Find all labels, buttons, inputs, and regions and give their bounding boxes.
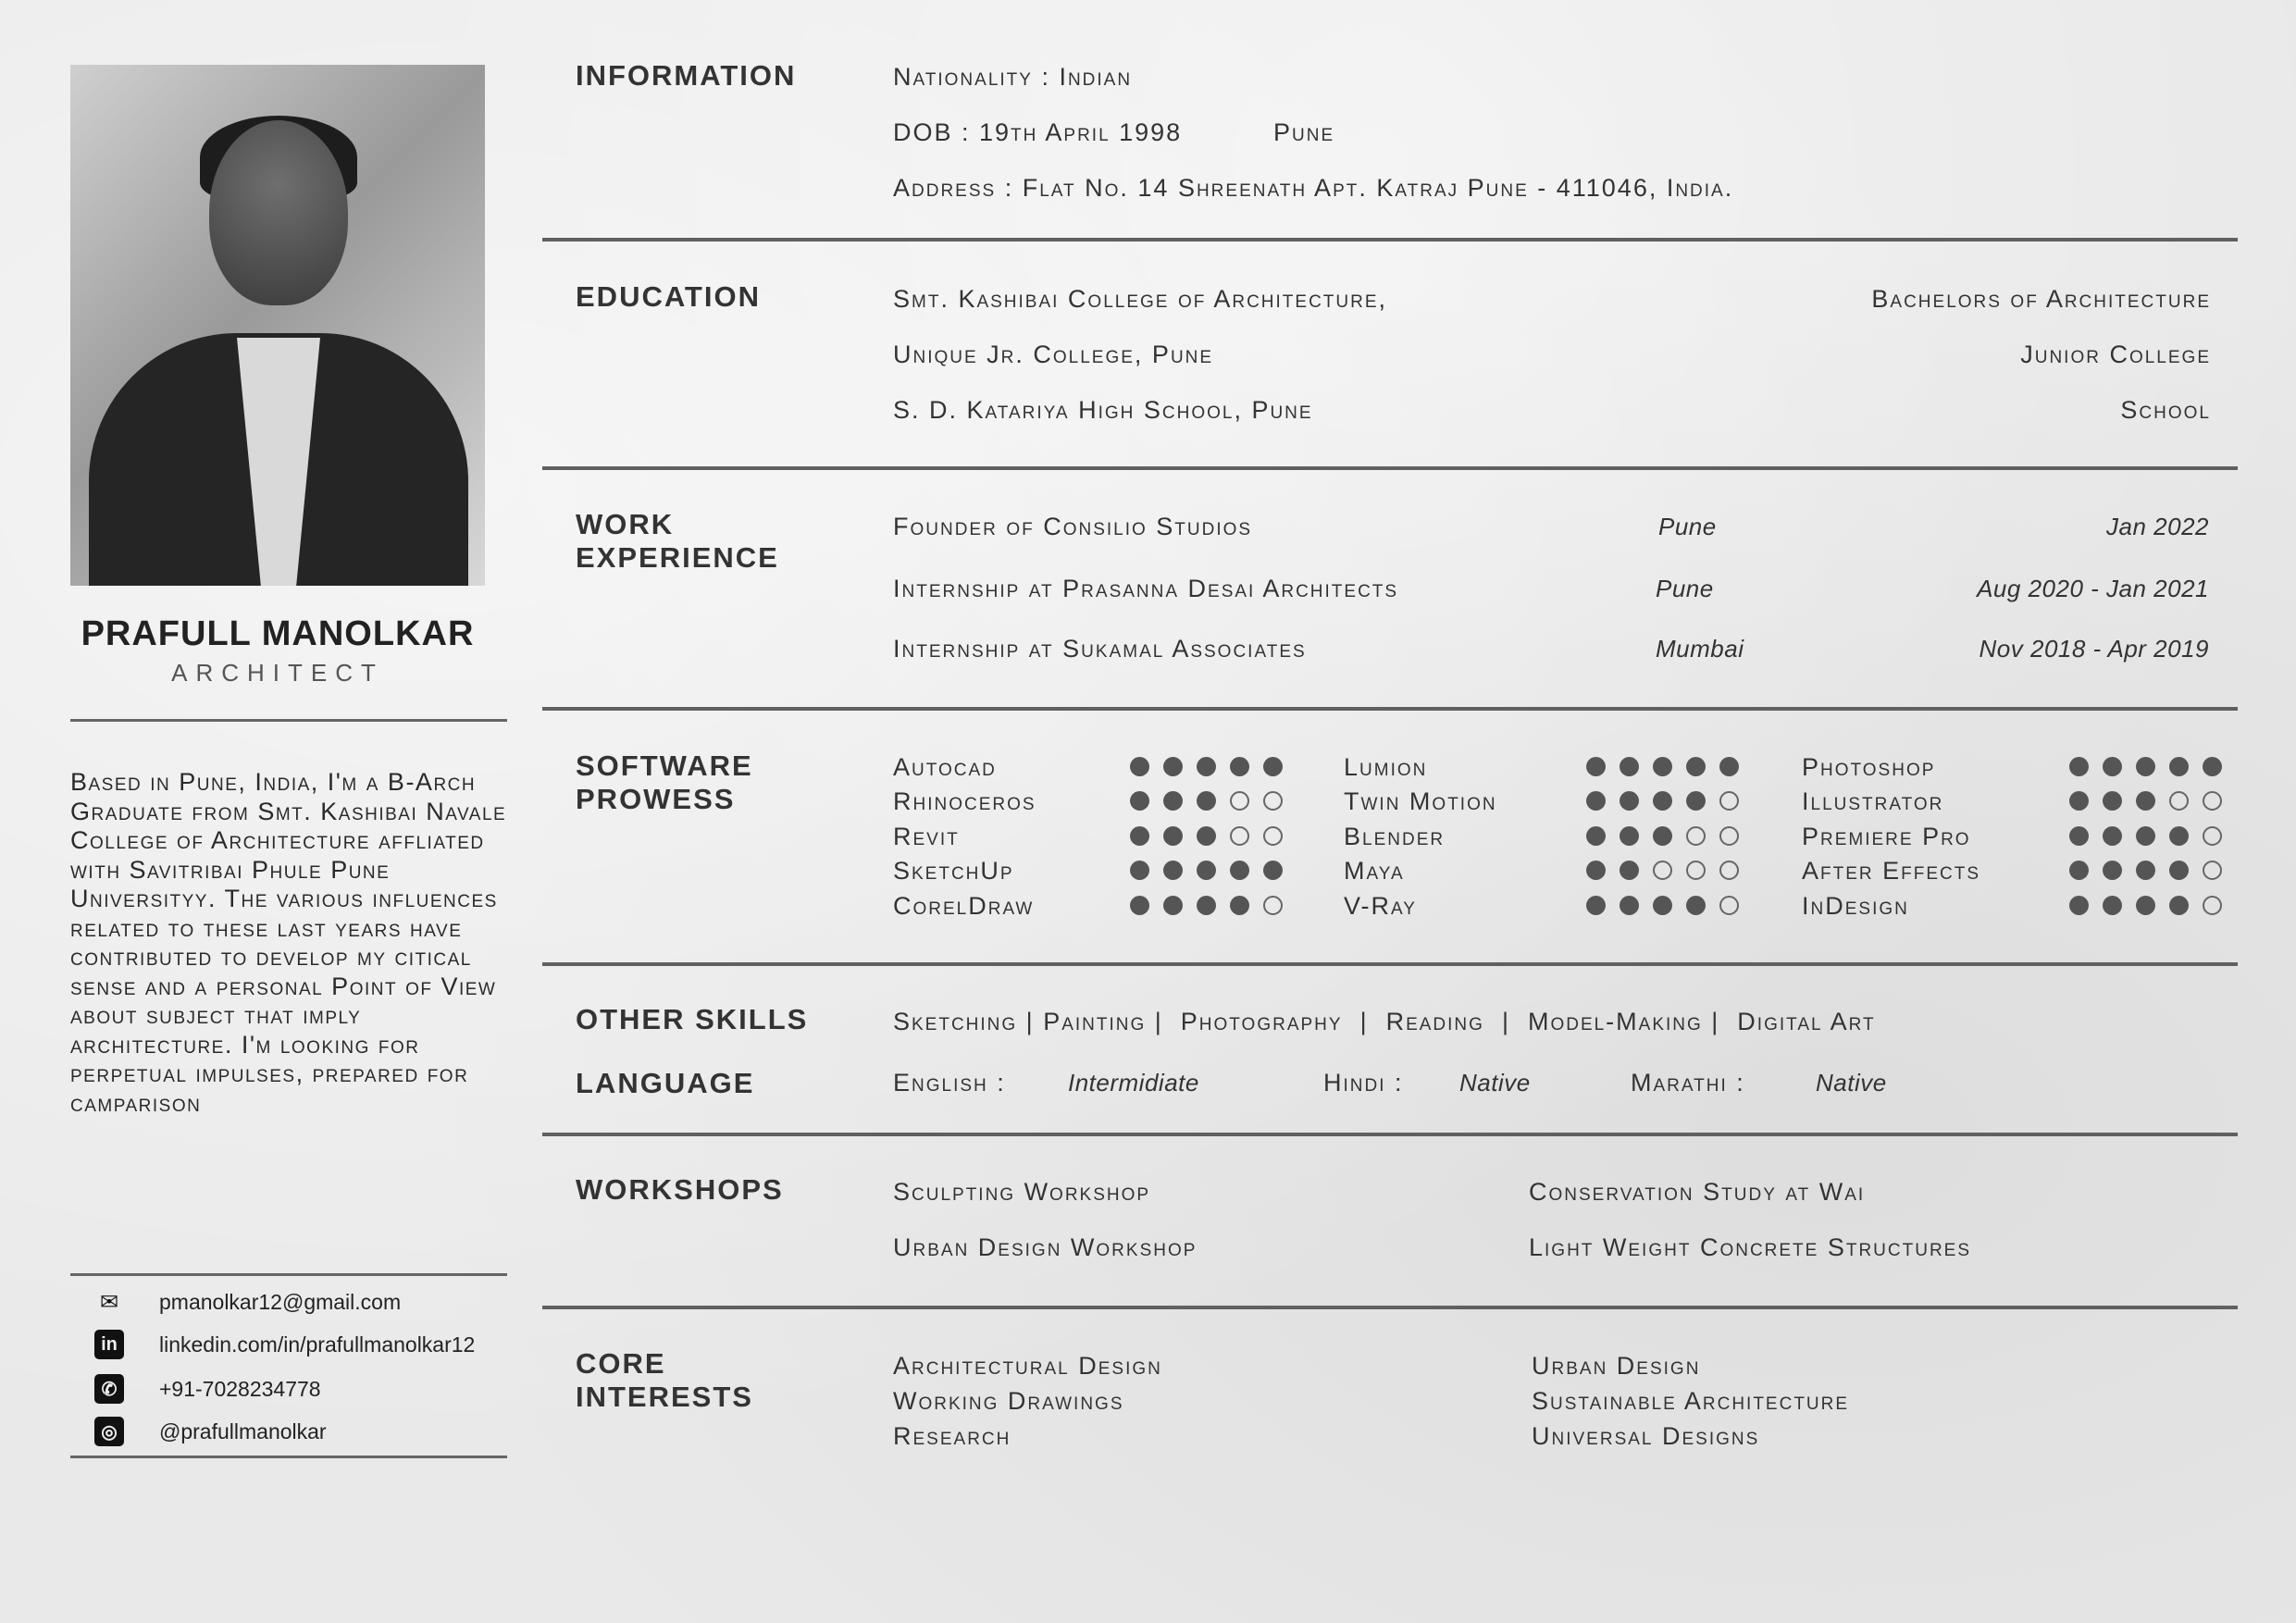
software-name: After Effects xyxy=(1802,857,1981,885)
rating-dot-filled xyxy=(1653,826,1672,846)
rating-dot-filled xyxy=(2136,826,2155,846)
language-label: English : xyxy=(893,1069,1006,1096)
rating-dot-empty xyxy=(1719,861,1739,880)
rating-dot-filled xyxy=(1163,861,1183,880)
rating-dot-filled xyxy=(2103,791,2122,811)
section-heading-workshops: WORKSHOPS xyxy=(576,1173,784,1206)
rating-dot-filled xyxy=(2103,896,2122,915)
rating-dot-empty xyxy=(1719,896,1739,915)
divider xyxy=(542,962,2238,966)
other-skills-list: Sketching | Painting | Photography | Reading | Model-Making | Digital Art xyxy=(893,1008,1876,1035)
rating-dot-filled xyxy=(1586,896,1606,915)
rating-dot-filled xyxy=(1197,757,1216,776)
language-level: Native xyxy=(1816,1069,1887,1096)
work-city: Mumbai xyxy=(1656,635,1744,663)
profile-name: PRAFULL MANOLKAR xyxy=(81,614,475,653)
rating-dot-filled xyxy=(2069,757,2089,776)
rating-dot-empty xyxy=(1653,861,1672,880)
software-rating xyxy=(1130,861,1283,880)
rating-dot-filled xyxy=(1130,896,1149,915)
education-degree: Bachelors of Architecture xyxy=(1871,285,2211,313)
software-rating xyxy=(1130,791,1283,811)
work-role: Internship at Sukamal Associates xyxy=(893,635,1307,663)
software-rating xyxy=(1130,757,1283,776)
rating-dot-empty xyxy=(1263,791,1283,811)
rating-dot-filled xyxy=(2136,791,2155,811)
software-name: V-Ray xyxy=(1344,892,1417,920)
education-degree: Junior College xyxy=(2020,341,2211,368)
software-name: Autocad xyxy=(893,753,997,781)
rating-dot-empty xyxy=(1719,826,1739,846)
envelope-icon: ✉ xyxy=(99,1289,119,1315)
software-rating xyxy=(1586,861,1739,880)
section-heading-software-prowess: SOFTWARE PROWESS xyxy=(576,750,753,815)
divider xyxy=(542,1133,2238,1136)
rating-dot-filled xyxy=(1230,757,1249,776)
rating-dot-filled xyxy=(1620,826,1639,846)
workshop-item: Sculpting Workshop xyxy=(893,1178,1151,1206)
language-level: Intermidiate xyxy=(1068,1069,1199,1096)
rating-dot-filled xyxy=(1620,896,1639,915)
rating-dot-filled xyxy=(2169,757,2189,776)
language-label: Hindi : xyxy=(1323,1069,1404,1096)
software-rating xyxy=(1586,896,1739,915)
birthplace: Pune xyxy=(1273,118,1335,146)
rating-dot-filled xyxy=(1130,861,1149,880)
rating-dot-filled xyxy=(1719,757,1739,776)
profile-title: ARCHITECT xyxy=(171,659,384,687)
rating-dot-filled xyxy=(2069,896,2089,915)
rating-dot-filled xyxy=(1163,757,1183,776)
contact-linkedin[interactable] xyxy=(91,1329,516,1360)
work-dates: Aug 2020 - Jan 2021 xyxy=(1977,575,2209,602)
language-level: Native xyxy=(1459,1069,1531,1096)
rating-dot-empty xyxy=(2169,791,2189,811)
rating-dot-filled xyxy=(1197,791,1216,811)
contact-instagram-text[interactable]: @prafullmanolkar xyxy=(159,1419,327,1443)
education-degree: School xyxy=(2120,396,2211,424)
contact-linkedin-text[interactable]: linkedin.com/in/prafullmanolkar12 xyxy=(159,1332,476,1357)
rating-dot-filled xyxy=(1263,757,1283,776)
rating-dot-filled xyxy=(1686,757,1706,776)
rating-dot-filled xyxy=(1653,791,1672,811)
rating-dot-filled xyxy=(1653,896,1672,915)
divider xyxy=(542,238,2238,242)
rating-dot-empty xyxy=(1686,826,1706,846)
software-rating xyxy=(1586,826,1739,846)
rating-dot-empty xyxy=(1263,896,1283,915)
section-heading-other-skills: OTHER SKILLS xyxy=(576,1003,809,1035)
rating-dot-filled xyxy=(2069,861,2089,880)
rating-dot-filled xyxy=(2103,861,2122,880)
rating-dot-filled xyxy=(1163,826,1183,846)
rating-dot-filled xyxy=(1163,791,1183,811)
divider xyxy=(542,466,2238,470)
rating-dot-filled xyxy=(1130,826,1149,846)
rating-dot-filled xyxy=(2103,826,2122,846)
education-school: S. D. Katariya High School, Pune xyxy=(893,396,1313,424)
software-name: Twin Motion xyxy=(1344,787,1497,815)
interest-item: Sustainable Architecture xyxy=(1532,1387,1850,1415)
divider xyxy=(70,719,507,722)
work-role: Founder of Consilio Studios xyxy=(893,513,1253,540)
language-label: Marathi : xyxy=(1631,1069,1745,1096)
software-name: Maya xyxy=(1344,857,1405,885)
rating-dot-filled xyxy=(1263,861,1283,880)
rating-dot-filled xyxy=(1197,861,1216,880)
work-dates: Nov 2018 - Apr 2019 xyxy=(1979,635,2209,663)
rating-dot-filled xyxy=(1130,791,1149,811)
rating-dot-filled xyxy=(2069,826,2089,846)
rating-dot-filled xyxy=(2169,896,2189,915)
rating-dot-filled xyxy=(1620,757,1639,776)
rating-dot-filled xyxy=(2136,896,2155,915)
interest-item: Working Drawings xyxy=(893,1387,1124,1415)
contact-phone[interactable] xyxy=(91,1373,516,1405)
software-name: Revit xyxy=(893,823,960,850)
rating-dot-filled xyxy=(1686,896,1706,915)
rating-dot-filled xyxy=(1586,791,1606,811)
work-city: Pune xyxy=(1656,575,1714,602)
section-heading-work-experience: WORK EXPERIENCE xyxy=(576,508,779,574)
rating-dot-filled xyxy=(1586,861,1606,880)
nationality: Nationality : Indian xyxy=(893,63,1133,91)
workshop-item: Conservation Study at Wai xyxy=(1529,1178,1866,1206)
section-heading-information: INFORMATION xyxy=(576,59,797,92)
software-rating xyxy=(1130,896,1283,915)
rating-dot-filled xyxy=(2169,826,2189,846)
rating-dot-empty xyxy=(1230,791,1249,811)
profile-bio: Based in Pune, India, I'm a B-Arch Graduate from Smt. Kashibai Navale College of Architecture affliated with Savitribai Phule Pune Universityy. The various influences related to these last years have contributed to develop my citical sense and a personal Point of View about subject that imply architecture. I'm looking for perpetual impulses, prepared for camparison xyxy=(70,768,507,1117)
software-name: Lumion xyxy=(1344,753,1428,781)
divider xyxy=(542,707,2238,711)
rating-dot-filled xyxy=(1197,826,1216,846)
work-city: Pune xyxy=(1658,513,1717,540)
interest-item: Research xyxy=(893,1422,1011,1450)
software-rating xyxy=(2069,791,2222,811)
rating-dot-empty xyxy=(2203,791,2222,811)
contact-email-text[interactable]: pmanolkar12@gmail.com xyxy=(159,1289,402,1314)
instagram-icon: ◎ xyxy=(91,1416,128,1447)
rating-dot-filled xyxy=(1197,896,1216,915)
rating-dot-empty xyxy=(1686,861,1706,880)
software-name: CorelDraw xyxy=(893,892,1035,920)
rating-dot-empty xyxy=(1263,826,1283,846)
software-rating xyxy=(1586,791,1739,811)
rating-dot-empty xyxy=(1230,826,1249,846)
rating-dot-filled xyxy=(1230,861,1249,880)
work-dates: Jan 2022 xyxy=(2106,513,2209,540)
interest-item: Urban Design xyxy=(1532,1352,1701,1380)
software-rating xyxy=(2069,826,2222,846)
rating-dot-filled xyxy=(1130,757,1149,776)
divider xyxy=(70,1273,507,1276)
software-name: Premiere Pro xyxy=(1802,823,1971,850)
workshop-item: Urban Design Workshop xyxy=(893,1233,1198,1261)
software-name: Rhinoceros xyxy=(893,787,1036,815)
divider xyxy=(70,1456,507,1458)
contact-instagram[interactable] xyxy=(91,1416,516,1447)
rating-dot-filled xyxy=(1686,791,1706,811)
rating-dot-filled xyxy=(1620,791,1639,811)
rating-dot-empty xyxy=(2203,826,2222,846)
software-rating xyxy=(1130,826,1283,846)
software-rating xyxy=(1586,757,1739,776)
contact-email[interactable] xyxy=(91,1286,516,1318)
rating-dot-filled xyxy=(2069,791,2089,811)
rating-dot-filled xyxy=(1620,861,1639,880)
workshop-item: Light Weight Concrete Structures xyxy=(1529,1233,1972,1261)
rating-dot-filled xyxy=(2136,757,2155,776)
software-name: Blender xyxy=(1344,823,1446,850)
phone-icon: ✆ xyxy=(91,1373,128,1405)
rating-dot-empty xyxy=(1719,791,1739,811)
rating-dot-filled xyxy=(1230,896,1249,915)
software-rating xyxy=(2069,757,2222,776)
rating-dot-filled xyxy=(1653,757,1672,776)
date-of-birth: DOB : 19th April 1998 xyxy=(893,118,1183,146)
rating-dot-filled xyxy=(2169,861,2189,880)
rating-dot-filled xyxy=(1586,757,1606,776)
software-rating xyxy=(2069,861,2222,880)
rating-dot-filled xyxy=(2203,757,2222,776)
section-heading-core-interests: CORE INTERESTS xyxy=(576,1347,753,1413)
education-school: Unique Jr. College, Pune xyxy=(893,341,1214,368)
rating-dot-filled xyxy=(1586,826,1606,846)
rating-dot-filled xyxy=(1163,896,1183,915)
software-name: Illustrator xyxy=(1802,787,1944,815)
rating-dot-filled xyxy=(2136,861,2155,880)
rating-dot-empty xyxy=(2203,896,2222,915)
contact-phone-text[interactable]: +91-7028234778 xyxy=(159,1376,321,1401)
section-heading-education: EDUCATION xyxy=(576,280,761,313)
interest-item: Architectural Design xyxy=(893,1352,1162,1380)
profile-photo xyxy=(70,65,485,586)
software-name: InDesign xyxy=(1802,892,1909,920)
software-name: SketchUp xyxy=(893,857,1014,885)
divider xyxy=(542,1306,2238,1309)
software-name: Photoshop xyxy=(1802,753,1936,781)
education-school: Smt. Kashibai College of Architecture, xyxy=(893,285,1388,313)
linkedin-icon: in xyxy=(91,1329,128,1360)
work-role: Internship at Prasanna Desai Architects xyxy=(893,575,1399,602)
software-rating xyxy=(2069,896,2222,915)
rating-dot-filled xyxy=(2103,757,2122,776)
interest-item: Universal Designs xyxy=(1532,1422,1760,1450)
rating-dot-empty xyxy=(2203,861,2222,880)
section-heading-language: LANGUAGE xyxy=(576,1067,755,1099)
address: Address : Flat No. 14 Shreenath Apt. Katraj Pune - 411046, India. xyxy=(893,174,1734,202)
